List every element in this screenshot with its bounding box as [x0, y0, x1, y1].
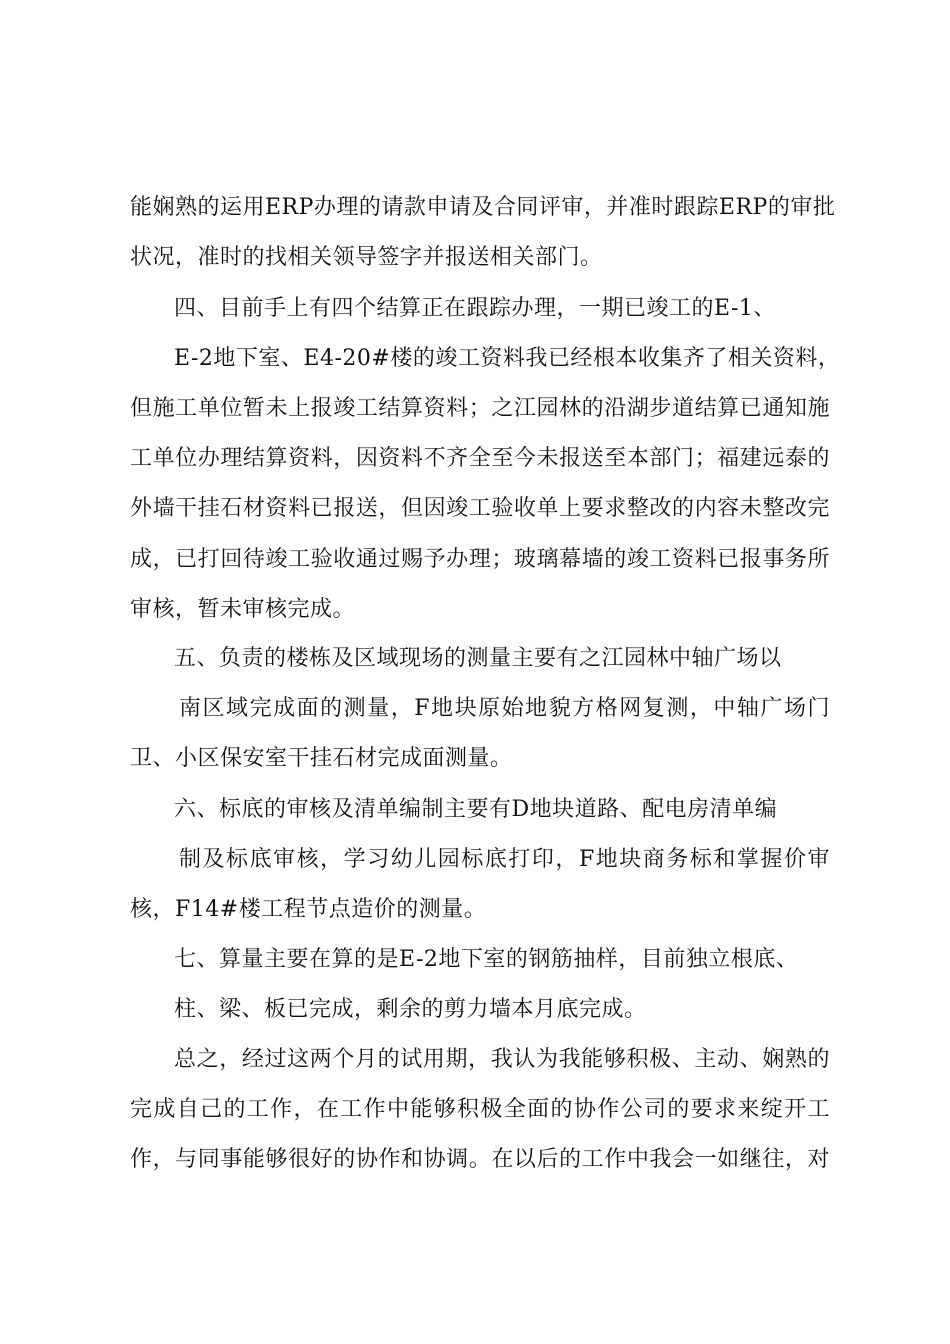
paragraph-line-4: E-2地下室、E4-20#楼的竣工资料我已经根本收集齐了相关资料， — [174, 346, 841, 371]
paragraph-line-13: 六、标底的审核及清单编制主要有D地块道路、配电房清单编 — [174, 797, 778, 822]
paragraph-line-6: 工单位办理结算资料，因资料不齐全至今未报送至本部门；福建远泰的 — [130, 446, 830, 471]
paragraph-line-19: 完成自己的工作，在工作中能够积极全面的协作公司的要求来绽开工 — [130, 1097, 830, 1122]
paragraph-line-20: 作，与同事能够很好的协作和协调。在以后的工作中我会一如继往，对 — [130, 1147, 830, 1172]
paragraph-line-3: 四、目前手上有四个结算正在跟踪办理，一期已竣工的E-1、 — [174, 296, 776, 321]
paragraph-line-7: 外墙干挂石材资料已报送，但因竣工验收单上要求整改的内容未整改完 — [130, 496, 830, 521]
paragraph-line-17: 柱、梁、板已完成，剩余的剪力墙本月底完成。 — [174, 997, 647, 1022]
paragraph-line-15: 核，F14#楼工程节点造价的测量。 — [130, 897, 487, 922]
paragraph-line-18: 总之，经过这两个月的试用期，我认为我能够积极、主动、娴熟的 — [174, 1047, 830, 1072]
paragraph-line-12: 卫、小区保安室干挂石材完成面测量。 — [130, 746, 513, 771]
paragraph-line-1: 能娴熟的运用ERP办理的请款申请及合同评审，并准时跟踪ERP的审批 — [130, 195, 836, 220]
paragraph-line-14: 制及标底审核，学习幼儿园标底打印，F地块商务标和掌握价审 — [179, 847, 830, 872]
paragraph-line-16: 七、算量主要在算的是E-2地下室的钢筋抽样，目前独立根底、 — [174, 947, 799, 972]
paragraph-line-5: 但施工单位暂未上报竣工结算资料；之江园林的沿湖步道结算已通知施 — [130, 396, 830, 421]
paragraph-line-11: 南区域完成面的测量，F地块原始地貌方格网复测，中轴广场门 — [179, 696, 830, 721]
paragraph-line-8: 成，已打回待竣工验收通过赐予办理；玻璃幕墙的竣工资料已报事务所 — [130, 547, 830, 572]
paragraph-line-10: 五、负责的楼栋及区域现场的测量主要有之江园林中轴广场以 — [174, 646, 782, 671]
paragraph-line-9: 审核，暂未审核完成。 — [130, 597, 356, 622]
paragraph-line-2: 状况，准时的找相关领导签字并报送相关部门。 — [130, 245, 603, 270]
